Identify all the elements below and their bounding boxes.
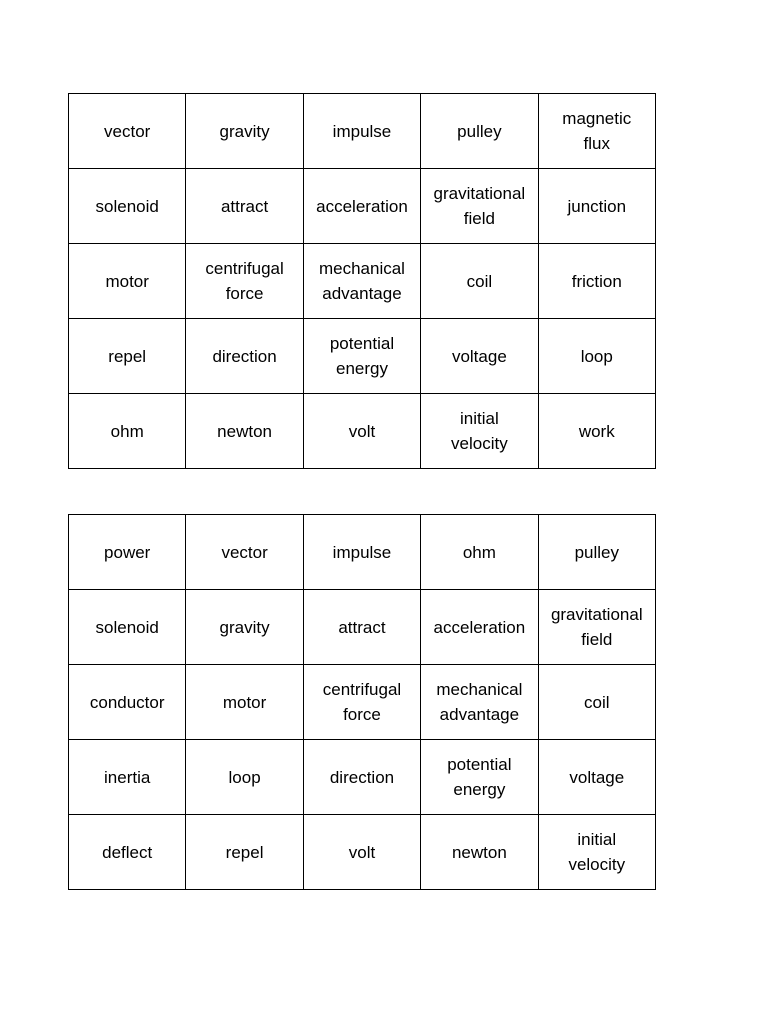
table-cell: gravitational field <box>421 169 538 244</box>
table-cell: gravity <box>186 94 303 169</box>
table-cell: ohm <box>69 394 186 469</box>
table-cell: newton <box>186 394 303 469</box>
table-cell: impulse <box>303 515 420 590</box>
table-row <box>69 244 656 319</box>
table-cell: acceleration <box>303 169 420 244</box>
table-cell: friction <box>538 244 655 319</box>
table-row <box>69 515 656 590</box>
table-row <box>69 590 656 665</box>
table-row <box>69 94 656 169</box>
table-cell: ohm <box>421 515 538 590</box>
table-cell: pulley <box>538 515 655 590</box>
table-cell: vector <box>186 515 303 590</box>
table-cell: initial velocity <box>538 815 655 890</box>
table-row <box>69 394 656 469</box>
table-cell: vector <box>69 94 186 169</box>
table-row <box>69 740 656 815</box>
table-cell: gravitational field <box>538 590 655 665</box>
table-row <box>69 319 656 394</box>
table-cell: pulley <box>421 94 538 169</box>
bingo-card-1 <box>68 93 656 469</box>
table-cell: loop <box>186 740 303 815</box>
table-cell: impulse <box>303 94 420 169</box>
table-cell: solenoid <box>69 169 186 244</box>
table-cell: direction <box>303 740 420 815</box>
table-cell: conductor <box>69 665 186 740</box>
table-cell: attract <box>186 169 303 244</box>
table-row <box>69 815 656 890</box>
table-cell: magnetic flux <box>538 94 655 169</box>
table-cell: centrifugal force <box>303 665 420 740</box>
table-cell: motor <box>69 244 186 319</box>
table-cell: motor <box>186 665 303 740</box>
table-cell: coil <box>538 665 655 740</box>
table-cell: repel <box>186 815 303 890</box>
table-cell: repel <box>69 319 186 394</box>
table-cell: newton <box>421 815 538 890</box>
table-cell: acceleration <box>421 590 538 665</box>
table-cell: voltage <box>421 319 538 394</box>
table-cell: potential energy <box>303 319 420 394</box>
table-cell: volt <box>303 815 420 890</box>
table-cell: inertia <box>69 740 186 815</box>
table-cell: direction <box>186 319 303 394</box>
table-cell: gravity <box>186 590 303 665</box>
table-row <box>69 169 656 244</box>
table-cell: loop <box>538 319 655 394</box>
table-cell: potential energy <box>421 740 538 815</box>
table-cell: solenoid <box>69 590 186 665</box>
table-cell: voltage <box>538 740 655 815</box>
table-cell: centrifugal force <box>186 244 303 319</box>
table-cell: coil <box>421 244 538 319</box>
table-cell: work <box>538 394 655 469</box>
table-cell: mechanical advantage <box>303 244 420 319</box>
bingo-card-2 <box>68 514 656 890</box>
table-cell: deflect <box>69 815 186 890</box>
table-cell: attract <box>303 590 420 665</box>
table-row <box>69 665 656 740</box>
table-cell: junction <box>538 169 655 244</box>
table-cell: volt <box>303 394 420 469</box>
table-cell: initial velocity <box>421 394 538 469</box>
table-cell: mechanical advantage <box>421 665 538 740</box>
table-cell: power <box>69 515 186 590</box>
